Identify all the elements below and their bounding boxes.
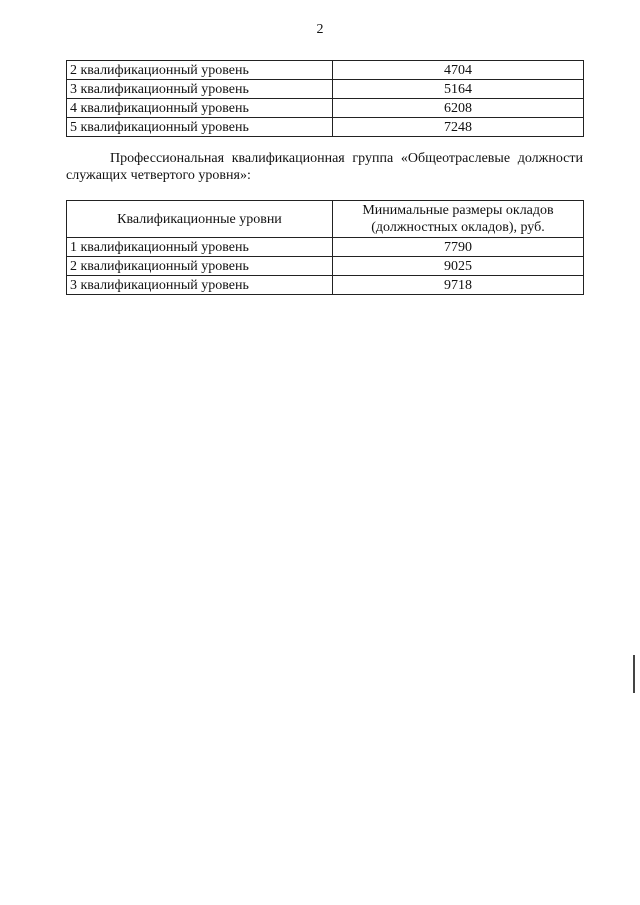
qualification-level-cell: 3 квалификационный уровень <box>67 80 333 99</box>
qualification-level-cell: 1 квалификационный уровень <box>67 238 333 257</box>
group-intro-paragraph: Профессиональная квалификационная группа «Общеотраслевые должности служащих четвертого уровня»: <box>66 151 583 183</box>
salary-cell: 7248 <box>333 118 584 137</box>
table-row <box>67 257 584 276</box>
column-header-levels: Квалификационные уровни <box>67 201 333 238</box>
column-header-salary: Минимальные размеры окладов (должностных окладов), руб. <box>333 201 584 238</box>
table-row <box>67 99 584 118</box>
qualification-level-cell: 3 квалификационный уровень <box>67 276 333 295</box>
qualification-level-cell: 5 квалификационный уровень <box>67 118 333 137</box>
salary-cell: 7790 <box>333 238 584 257</box>
table-row <box>67 61 584 80</box>
salary-cell: 9025 <box>333 257 584 276</box>
table-row <box>67 276 584 295</box>
table-row <box>67 238 584 257</box>
qualification-level-cell: 2 квалификационный уровень <box>67 61 333 80</box>
salary-cell: 6208 <box>333 99 584 118</box>
table-row <box>67 80 584 99</box>
salary-cell: 9718 <box>333 276 584 295</box>
qualification-level-cell: 4 квалификационный уровень <box>67 99 333 118</box>
scan-artifact-mark <box>633 655 635 693</box>
salary-table-previous-group <box>66 60 584 137</box>
page-number: 2 <box>316 22 324 37</box>
salary-table-fourth-level <box>66 200 584 295</box>
table-header-row <box>67 201 584 238</box>
qualification-level-cell: 2 квалификационный уровень <box>67 257 333 276</box>
salary-cell: 4704 <box>333 61 584 80</box>
salary-cell: 5164 <box>333 80 584 99</box>
table-row <box>67 118 584 137</box>
